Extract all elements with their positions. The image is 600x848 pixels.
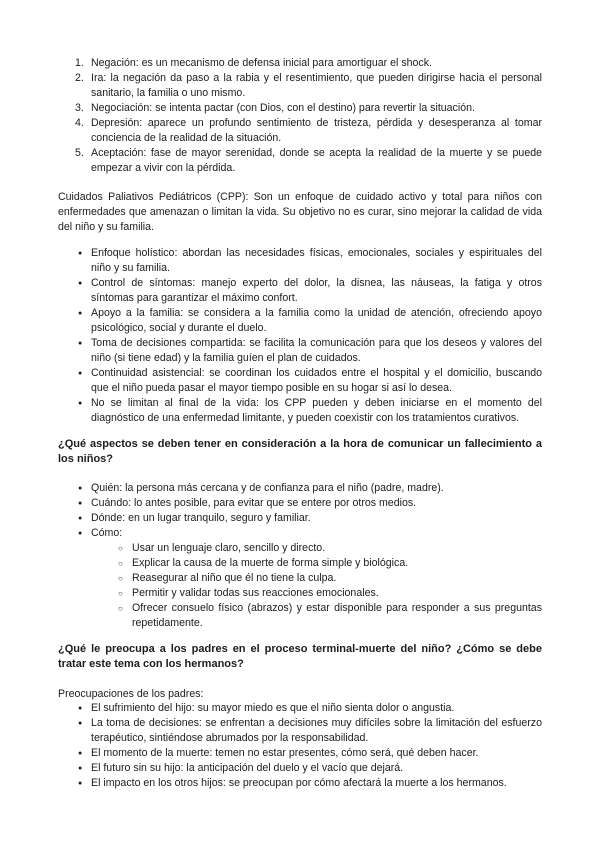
list-item: ● Toma de decisiones compartida: se facilita la comunicación para que los deseos y valores del niño (si tiene edad) y la familia guíen el plan de cuidados. [58, 336, 542, 366]
cpp-list [58, 246, 542, 426]
list-item: ● Quién: la persona más cercana y de confianza para el niño (padre, madre). [58, 481, 542, 496]
question-heading-1: ¿Qué aspectos se deben tener en consideración a la hora de comunicar un fallecimiento a los niños? [58, 438, 542, 465]
communication-list [58, 481, 542, 631]
list-item: ● El futuro sin su hijo: la anticipación del duelo y el vacío que dejará. [58, 761, 542, 776]
list-item: ● Enfoque holístico: abordan las necesidades físicas, emocionales, sociales y espirituales del niño y su familia. [58, 246, 542, 276]
sub-list-item: ○ Ofrecer consuelo físico (abrazos) y estar disponible para responder a sus preguntas repetidamente. [91, 601, 542, 631]
sub-list-item: ○ Reasegurar al niño que él no tiene la culpa. [91, 571, 542, 586]
list-item: ● Cómo: ○ Usar un lenguaje claro, sencillo y directo. ○ Explicar la causa de la muerte de forma simple y biológica. ○ Reasegurar al niño que él no tiene la culpa. ○ Permitir y validar todas sus reacciones emocionales. ○ Ofrecer consuelo físico (abrazos) y estar disponible para responder a sus preguntas repetidamente. [58, 526, 542, 631]
parents-heading: Preocupaciones de los padres: [58, 688, 204, 700]
cpp-intro-paragraph: Cuidados Paliativos Pediátricos (CPP): Son un enfoque de cuidado activo y total para niños con enfermedades que amenazan o limitan la vida. Su objetivo no es curar, sino mejorar la calidad de vida del niño y su familia. [58, 191, 542, 233]
list-item: ● Cuándo: lo antes posible, para evitar que se entere por otros medios. [58, 496, 542, 511]
list-item: ● La toma de decisiones: se enfrentan a decisiones muy difíciles sobre la limitación del esfuerzo terapéutico, sintiéndose abrumados por la responsabilidad. [58, 716, 542, 746]
grief-stages-list [58, 56, 542, 176]
list-item: 5. Aceptación: fase de mayor serenidad, donde se acepta la realidad de la muerte y se puede empezar a vivir con la pérdida. [75, 147, 542, 174]
list-item: 1. Negación: es un mecanismo de defensa inicial para amortiguar el shock. [75, 57, 432, 69]
list-item: ● El momento de la muerte: temen no estar presentes, cómo será, qué deben hacer. [58, 746, 542, 761]
sub-list-item: ○ Usar un lenguaje claro, sencillo y directo. [91, 541, 542, 556]
list-item: ● No se limitan al final de la vida: los CPP pueden y deben iniciarse en el momento del diagnóstico de una enfermedad limitante, y pueden coexistir con los tratamientos curativos. [58, 396, 542, 426]
list-item: 3. Negociación: se intenta pactar (con Dios, con el destino) para revertir la situación. [75, 102, 475, 114]
parents-concerns-list [58, 701, 542, 791]
list-item: ● Control de síntomas: manejo experto del dolor, la disnea, las náuseas, la fatiga y otros síntomas para garantizar el máximo confort. [58, 276, 542, 306]
question-heading-2: ¿Qué le preocupa a los padres en el proceso terminal-muerte del niño? ¿Cómo se debe tratar este tema con los hermanos? [58, 643, 542, 670]
list-item: 2. Ira: la negación da paso a la rabia y el resentimiento, que pueden dirigirse hacia el personal sanitario, la familia o uno mismo. [75, 72, 542, 99]
list-item: 4. Depresión: aparece un profundo sentimiento de tristeza, pérdida y desesperanza al tomar conciencia de la realidad de la situación. [75, 117, 542, 144]
list-item: ● Dónde: en un lugar tranquilo, seguro y familiar. [58, 511, 542, 526]
list-item: ● Apoyo a la familia: se considera a la familia como la unidad de atención, ofreciendo apoyo psicológico, social y durante el duelo. [58, 306, 542, 336]
list-item: ● El sufrimiento del hijo: su mayor miedo es que el niño sienta dolor o angustia. [58, 701, 542, 716]
sub-list-item: ○ Permitir y validar todas sus reacciones emocionales. [91, 586, 542, 601]
sub-list-item: ○ Explicar la causa de la muerte de forma simple y biológica. [91, 556, 542, 571]
como-sublist [91, 541, 542, 631]
list-item: ● Continuidad asistencial: se coordinan los cuidados entre el hospital y el domicilio, buscando que el niño pueda pasar el mayor tiempo posible en su hogar si así lo desea. [58, 366, 542, 396]
list-item: ● El impacto en los otros hijos: se preocupan por cómo afectará la muerte a los hermanos. [58, 776, 542, 791]
